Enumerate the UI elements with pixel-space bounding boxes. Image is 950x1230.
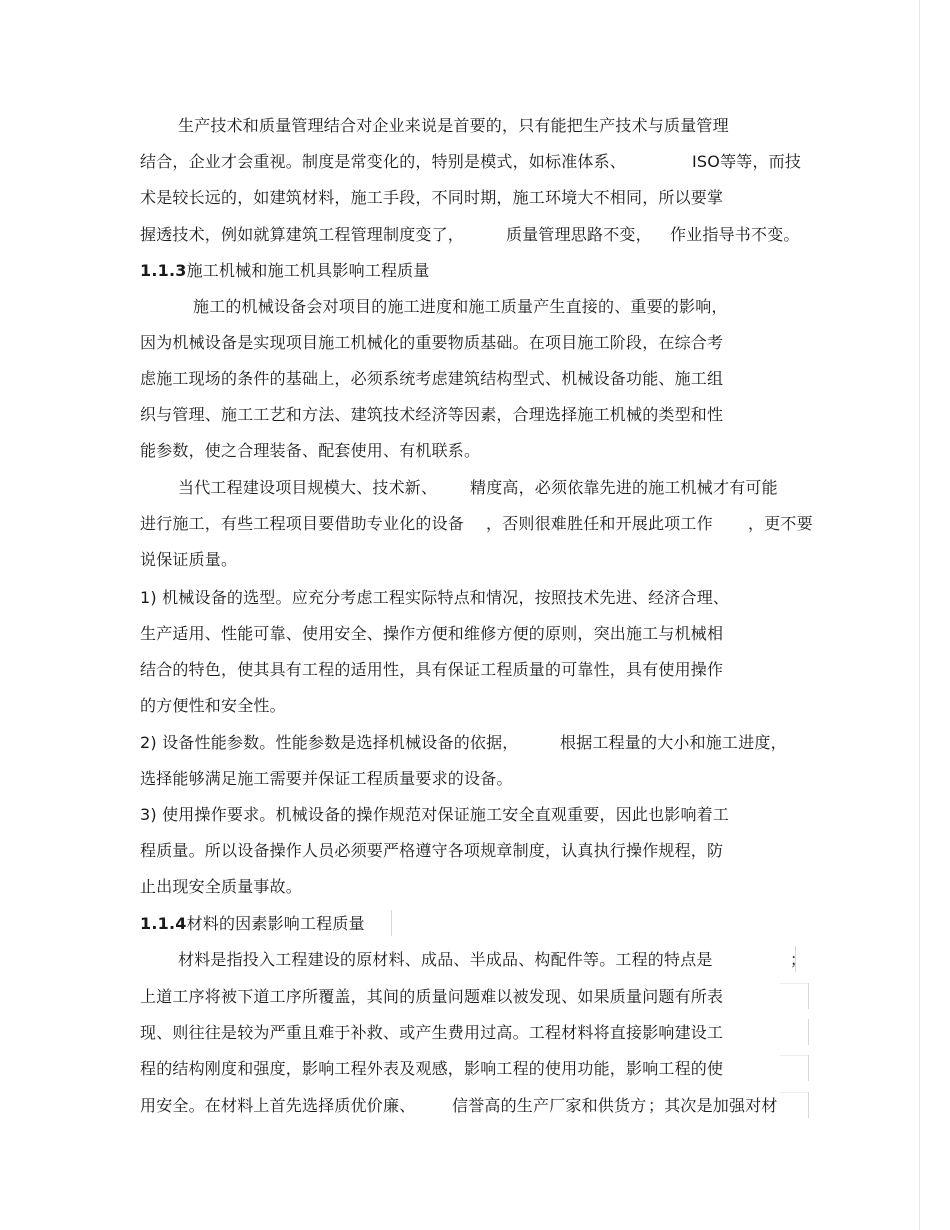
paragraph-line: 用安全。在材料上首先选择质优价廉、 [140,1096,416,1115]
paragraph-line: ；其次是加强对材 [648,1096,778,1115]
text-frame-border [140,1019,809,1045]
list-item-line: 1) 机械设备的选型。应充分考虑工程实际特点和情况，按照技术先进、经济合理、 [140,588,730,607]
list-item-line: 根据工程量的大小和施工进度， [560,733,787,752]
paragraph-line: 进行施工，有些工程项目要借助专业化的设备 [140,514,465,533]
paragraph-line: 生产技术和质量管理结合对企业来说是首要的，只有能把生产技术与质量管理 [178,116,729,135]
paragraph-line: 现、则往往是较为严重且难于补救、或产生费用过高。工程材料将直接影响建设工 [140,1023,724,1042]
list-item-line: 的方便性和安全性。 [140,696,286,715]
text-frame-border [780,983,808,984]
paragraph-line: 作业指导书不变。 [670,225,800,244]
paragraph-line: 施工的机械设备会对项目的施工进度和施工质量产生直接的、重要的影响， [193,297,728,316]
list-item-line: 止出现安全质量事故。 [140,877,303,896]
paragraph-line: 材料是指投入工程建设的原材料、成品、半成品、构配件等。工程的特点是 [178,950,713,969]
paragraph-line: 虑施工现场的条件的基础上，必须系统考虑建筑结构型式、机械设备功能、施工组 [140,369,724,388]
section-number: 1.1.3 [140,261,187,280]
paragraph-line: 当代工程建设项目规模大、技术新、 [178,478,438,497]
paragraph-line: 因为机械设备是实现项目施工机械化的重要物质基础。在项目施工阶段，在综合考 [140,333,724,352]
text-frame-border [140,910,392,936]
list-item-line: 选择能够满足施工需要并保证工程质量要求的设备。 [140,769,513,788]
paragraph-line: 上道工序将被下道工序所覆盖，其间的质量问题难以被发现、如果质量问题有所表 [140,987,724,1006]
text-frame-border [780,1055,808,1056]
paragraph-line: 握透技术，例如就算建筑工程管理制度变了， [140,225,465,244]
text-frame-border [780,1092,808,1093]
text-frame-border [140,983,809,1009]
text-frame-border [140,1092,809,1118]
paragraph-line: 信誉高的生产厂家和供货方 [452,1096,647,1115]
paragraph-line: ，更不要 [748,514,813,533]
paragraph-line: ISO等等，而技 [692,152,802,171]
paragraph-line: 精度高，必须依靠先进的施工机械才有可能 [470,478,778,497]
paragraph-line: 结合，企业才会重视。制度是常变化的，特别是模式，如标准体系、 [140,152,627,171]
list-item-line: 结合的特色，使其具有工程的适用性，具有保证工程质量的可靠性，具有使用操作 [140,660,724,679]
paragraph-line: 说保证质量。 [140,550,238,569]
text-frame-border [140,1055,809,1081]
list-item-line: 3) 使用操作要求。机械设备的操作规范对保证施工安全直观重要，因此也影响着工 [140,805,730,824]
paragraph-line: ； [790,950,807,969]
list-item-line: 程质量。所以设备操作人员必须要严格遵守各项规章制度，认真执行操作规程，防 [140,841,724,860]
section-heading [140,261,430,281]
section-title: 施工机械和施工机具影响工程质量 [186,261,430,280]
paragraph-line: 能参数，使之合理装备、配套使用、有机联系。 [140,441,481,460]
list-item-line: 生产适用、性能可靠、使用安全、操作方便和维修方便的原则，突出施工与机械相 [140,624,724,643]
paragraph-line: 程的结构刚度和强度，影响工程外表及观感，影响工程的使用功能，影响工程的使 [140,1059,724,1078]
section-title: 材料的因素影响工程质量 [186,914,365,933]
paragraph-line: 术是较长远的，如建筑材料，施工手段，不同时期，施工环境大不相同，所以要掌 [140,188,724,207]
text-frame-border [140,946,796,972]
paragraph-line: 织与管理、施工工艺和方法、建筑技术经济等因素，合理选择施工机械的类型和性 [140,405,724,424]
list-item-line: 2) 设备性能参数。性能参数是选择机械设备的依据， [140,733,519,752]
section-number: 1.1.4 [140,914,187,933]
paragraph-line: 质量管理思路不变， [506,225,652,244]
paragraph-line: ，否则很难胜任和开展此项工作 [486,514,713,533]
